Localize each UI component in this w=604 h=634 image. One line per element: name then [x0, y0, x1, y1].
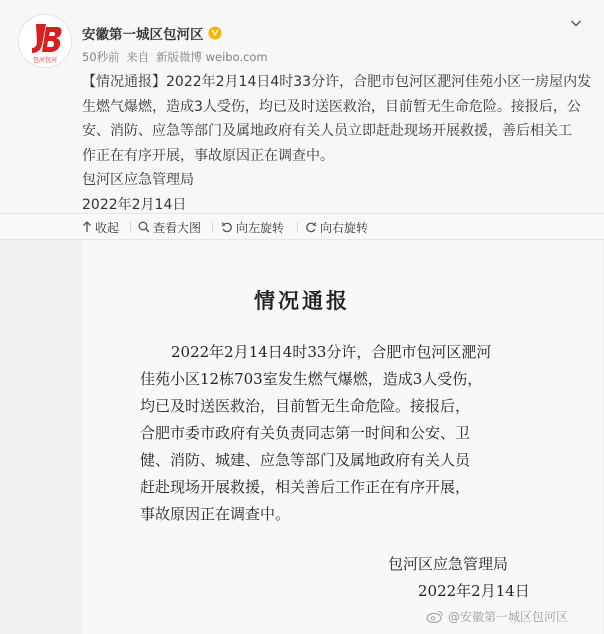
post-source[interactable]: 新版微博 weibo.com: [155, 50, 268, 64]
document-date: 2022年2月14日: [418, 582, 530, 600]
user-name[interactable]: 安徽第一城区包河区: [82, 27, 204, 43]
weibo-logo-icon: [426, 610, 444, 623]
post-text-line: 生燃气爆燃，造成3人受伤，均已及时送医救治，目前暂无生命危险。接报后，公: [82, 98, 581, 115]
document-body: [140, 339, 520, 528]
document-line: 事故原因正在调查中。: [140, 505, 291, 523]
avatar[interactable]: [18, 14, 72, 68]
rotate-right-button[interactable]: [305, 219, 368, 235]
rotate-right-icon: [305, 221, 317, 233]
collapse-button[interactable]: [82, 219, 119, 235]
watermark-text: @安徽第一城区包河区: [448, 610, 569, 624]
rotate-left-icon: [221, 221, 233, 233]
toolbar-divider: [212, 222, 213, 233]
chevron-down-icon[interactable]: [570, 17, 582, 29]
post-text-line: 【情况通报】2022年2月14日4时33分许，合肥市包河区淝河佳苑小区一房屋内发: [82, 74, 592, 90]
document-line: 2022年2月14日4时33分许，合肥市包河区淝河: [171, 343, 492, 361]
verified-badge-icon: [208, 26, 222, 40]
toolbar-divider: [130, 222, 131, 233]
source-prefix: 来自: [126, 50, 150, 64]
post-text-line: 包河区应急管理局: [82, 172, 194, 188]
document-signature: 包河区应急管理局: [388, 555, 509, 573]
document-line: 健、消防、城建、应急等部门及属地政府有关人员: [140, 451, 471, 469]
post-time[interactable]: 50秒前: [82, 50, 120, 64]
rotate-left-button[interactable]: [221, 219, 284, 235]
rotate-left-label: 向左旋转: [236, 220, 285, 235]
document-title: 情况通报: [254, 288, 350, 313]
document-line: 均已及时送医救治，目前暂无生命危险。接报后，: [140, 397, 471, 415]
arrow-up-icon: [82, 221, 92, 233]
weibo-post-card: [0, 0, 604, 213]
collapse-label: 收起: [95, 220, 120, 235]
document-line: 佳苑小区12栋703室发生燃气爆燃，造成3人受伤，: [140, 370, 483, 388]
view-large-button[interactable]: [138, 219, 201, 235]
post-text-line: 2022年2月14日: [82, 196, 187, 213]
watermark: [426, 608, 568, 625]
toolbar-divider: [297, 222, 298, 233]
post-text: [82, 70, 592, 217]
magnifier-icon: [138, 221, 150, 233]
view-large-label: 查看大图: [153, 220, 202, 235]
avatar-caption: 包河包河: [32, 57, 58, 64]
document-line: 赶赴现场开展救援，相关善后工作正在有序开展，: [140, 478, 471, 496]
image-toolbar: [0, 213, 604, 240]
post-text-line: 作正在有序开展，事故原因正在调查中。: [82, 147, 334, 164]
post-meta: [82, 49, 271, 65]
baohe-logo-icon: [19, 15, 71, 67]
rotate-right-label: 向右旋转: [320, 220, 369, 235]
post-text-line: 安、消防、应急等部门及属地政府有关人员立即赶赴现场开展救援，善后相关工: [82, 123, 572, 139]
document-line: 合肥市委市政府有关负责同志第一时间和公安、卫: [140, 424, 471, 442]
